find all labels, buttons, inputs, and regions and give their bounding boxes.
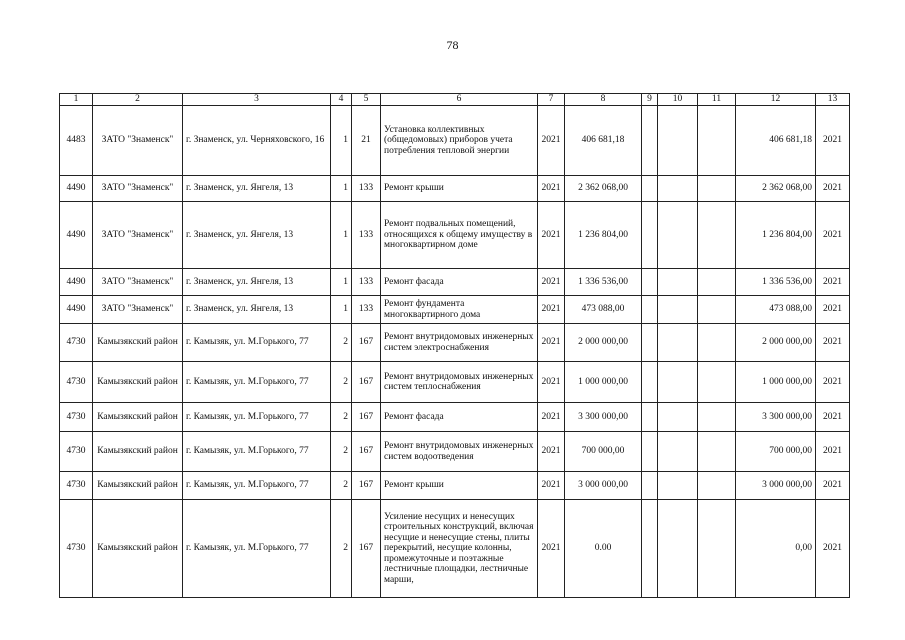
column-5-cell: 167 <box>352 403 381 432</box>
column-9-cell <box>642 269 658 296</box>
column-11-cell <box>698 202 736 269</box>
capital-repair-table <box>59 93 850 598</box>
year-cell: 2021 <box>538 269 565 296</box>
work-type-cell: Ремонт внутридомовых инженерных систем теплоснабжения <box>381 362 538 403</box>
work-type-cell: Установка коллективных (общедомовых) приборов учета потребления тепловой энергии <box>381 106 538 176</box>
table-row <box>60 296 850 324</box>
column-4-cell: 1 <box>331 269 352 296</box>
municipality-cell: Камызякский район <box>93 472 183 500</box>
column-header: 5 <box>352 94 381 106</box>
column-10-cell <box>658 106 698 176</box>
work-type-text: Усиление несущих и ненесущих строительных конструкций, включая несущие и ненесущие стены, плиты перекрытий, несущие колонны, промежуточные и поэтажные лестничные площадки, лестничные марши, <box>384 511 534 585</box>
column-10-cell <box>658 324 698 362</box>
year-cell: 2021 <box>538 362 565 403</box>
record-number-cell: 4490 <box>60 296 93 324</box>
column-5-cell: 167 <box>352 362 381 403</box>
municipality-cell: Камызякский район <box>93 403 183 432</box>
cost-cell: 2 000 000,00 <box>565 324 642 362</box>
work-type-cell: Ремонт крыши <box>381 472 538 500</box>
address-cell: г. Камызяк, ул. М.Горького, 77 <box>183 324 331 362</box>
work-type-cell: Ремонт внутридомовых инженерных систем электроснабжения <box>381 324 538 362</box>
year-cell: 2021 <box>538 403 565 432</box>
column-header: 4 <box>331 94 352 106</box>
completion-year-cell: 2021 <box>816 176 850 202</box>
table-row <box>60 176 850 202</box>
column-10-cell <box>658 432 698 472</box>
column-11-cell <box>698 472 736 500</box>
column-4-cell: 2 <box>331 472 352 500</box>
column-10-cell <box>658 403 698 432</box>
work-type-cell: Ремонт фасада <box>381 403 538 432</box>
completion-year-cell: 2021 <box>816 403 850 432</box>
cost-cell: 406 681,18 <box>565 106 642 176</box>
completion-year-cell: 2021 <box>816 362 850 403</box>
column-11-cell <box>698 362 736 403</box>
table-row <box>60 472 850 500</box>
table-row <box>60 432 850 472</box>
column-number-row <box>60 94 850 106</box>
table-row <box>60 403 850 432</box>
column-4-cell: 1 <box>331 106 352 176</box>
work-type-cell: Ремонт подвальных помещений, относящихся к общему имуществу в многоквартирном доме <box>381 202 538 269</box>
address-cell: г. Камызяк, ул. М.Горького, 77 <box>183 432 331 472</box>
column-5-cell: 133 <box>352 202 381 269</box>
total-cost-cell: 2 000 000,00 <box>736 324 816 362</box>
page-number: 78 <box>446 38 459 52</box>
address-cell: г. Камызяк, ул. М.Горького, 77 <box>183 500 331 598</box>
year-cell: 2021 <box>538 106 565 176</box>
municipality-cell: ЗАТО "Знаменск" <box>93 269 183 296</box>
municipality-cell: Камызякский район <box>93 432 183 472</box>
cost-cell: 3 000 000,00 <box>565 472 642 500</box>
completion-year-cell: 2021 <box>816 202 850 269</box>
table-row <box>60 106 850 176</box>
column-5-cell: 167 <box>352 324 381 362</box>
year-cell: 2021 <box>538 296 565 324</box>
completion-year-cell: 2021 <box>816 472 850 500</box>
column-header: 10 <box>658 94 698 106</box>
total-cost-cell: 1 236 804,00 <box>736 202 816 269</box>
column-header: 9 <box>642 94 658 106</box>
column-10-cell <box>658 472 698 500</box>
column-9-cell <box>642 202 658 269</box>
column-10-cell <box>658 202 698 269</box>
column-9-cell <box>642 472 658 500</box>
work-type-cell: Ремонт внутридомовых инженерных систем водоотведения <box>381 432 538 472</box>
column-4-cell: 1 <box>331 296 352 324</box>
column-header: 7 <box>538 94 565 106</box>
column-4-cell: 1 <box>331 176 352 202</box>
cost-cell: 1 336 536,00 <box>565 269 642 296</box>
completion-year-cell: 2021 <box>816 106 850 176</box>
municipality-cell: Камызякский район <box>93 500 183 598</box>
column-header: 2 <box>93 94 183 106</box>
table-row <box>60 500 850 598</box>
municipality-cell: ЗАТО "Знаменск" <box>93 106 183 176</box>
column-header: 12 <box>736 94 816 106</box>
column-9-cell <box>642 106 658 176</box>
table-row <box>60 362 850 403</box>
table-row <box>60 324 850 362</box>
column-header: 3 <box>183 94 331 106</box>
completion-year-cell: 2021 <box>816 324 850 362</box>
column-9-cell <box>642 403 658 432</box>
record-number-cell: 4730 <box>60 362 93 403</box>
municipality-cell: Камызякский район <box>93 362 183 403</box>
cost-cell: 3 300 000,00 <box>565 403 642 432</box>
column-4-cell: 1 <box>331 202 352 269</box>
column-11-cell <box>698 403 736 432</box>
table-row <box>60 202 850 269</box>
work-type-cell: Ремонт крыши <box>381 176 538 202</box>
address-cell: г. Знаменск, ул. Янгеля, 13 <box>183 296 331 324</box>
record-number-cell: 4730 <box>60 324 93 362</box>
column-5-cell: 167 <box>352 500 381 598</box>
municipality-cell: ЗАТО "Знаменск" <box>93 176 183 202</box>
municipality-cell: ЗАТО "Знаменск" <box>93 202 183 269</box>
column-9-cell <box>642 432 658 472</box>
column-9-cell <box>642 324 658 362</box>
record-number-cell: 4730 <box>60 432 93 472</box>
column-4-cell: 2 <box>331 324 352 362</box>
total-cost-cell: 1 336 536,00 <box>736 269 816 296</box>
address-cell: г. Камызяк, ул. М.Горького, 77 <box>183 472 331 500</box>
column-10-cell <box>658 362 698 403</box>
cost-cell: 700 000,00 <box>565 432 642 472</box>
column-11-cell <box>698 106 736 176</box>
total-cost-cell: 3 000 000,00 <box>736 472 816 500</box>
column-5-cell: 167 <box>352 472 381 500</box>
column-header: 11 <box>698 94 736 106</box>
column-11-cell <box>698 176 736 202</box>
column-5-cell: 21 <box>352 106 381 176</box>
municipality-cell: Камызякский район <box>93 324 183 362</box>
column-11-cell <box>698 500 736 598</box>
cost-cell: 473 088,00 <box>565 296 642 324</box>
total-cost-cell: 0,00 <box>736 500 816 598</box>
total-cost-cell: 406 681,18 <box>736 106 816 176</box>
column-10-cell <box>658 296 698 324</box>
column-9-cell <box>642 176 658 202</box>
column-11-cell <box>698 432 736 472</box>
year-cell: 2021 <box>538 202 565 269</box>
record-number-cell: 4483 <box>60 106 93 176</box>
column-header: 1 <box>60 94 93 106</box>
column-10-cell <box>658 176 698 202</box>
column-9-cell <box>642 500 658 598</box>
year-cell: 2021 <box>538 472 565 500</box>
address-cell: г. Знаменск, ул. Черняховского, 16 <box>183 106 331 176</box>
column-11-cell <box>698 296 736 324</box>
column-header: 6 <box>381 94 538 106</box>
total-cost-cell: 473 088,00 <box>736 296 816 324</box>
column-11-cell <box>698 324 736 362</box>
column-10-cell <box>658 269 698 296</box>
record-number-cell: 4730 <box>60 403 93 432</box>
column-9-cell <box>642 362 658 403</box>
column-4-cell: 2 <box>331 432 352 472</box>
column-4-cell: 2 <box>331 403 352 432</box>
column-5-cell: 133 <box>352 176 381 202</box>
completion-year-cell: 2021 <box>816 432 850 472</box>
municipality-cell: ЗАТО "Знаменск" <box>93 296 183 324</box>
year-cell: 2021 <box>538 432 565 472</box>
completion-year-cell: 2021 <box>816 269 850 296</box>
column-4-cell: 2 <box>331 362 352 403</box>
address-cell: г. Знаменск, ул. Янгеля, 13 <box>183 176 331 202</box>
year-cell: 2021 <box>538 324 565 362</box>
cost-cell: 1 236 804,00 <box>565 202 642 269</box>
total-cost-cell: 2 362 068,00 <box>736 176 816 202</box>
record-number-cell: 4490 <box>60 176 93 202</box>
column-4-cell: 2 <box>331 500 352 598</box>
total-cost-cell: 1 000 000,00 <box>736 362 816 403</box>
address-cell: г. Знаменск, ул. Янгеля, 13 <box>183 202 331 269</box>
address-cell: г. Камызяк, ул. М.Горького, 77 <box>183 362 331 403</box>
column-10-cell <box>658 500 698 598</box>
total-cost-cell: 3 300 000,00 <box>736 403 816 432</box>
record-number-cell: 4730 <box>60 472 93 500</box>
work-type-cell: Ремонт фасада <box>381 269 538 296</box>
record-number-cell: 4490 <box>60 269 93 296</box>
address-cell: г. Знаменск, ул. Янгеля, 13 <box>183 269 331 296</box>
cost-cell: 2 362 068,00 <box>565 176 642 202</box>
column-5-cell: 133 <box>352 269 381 296</box>
year-cell: 2021 <box>538 176 565 202</box>
table-row <box>60 269 850 296</box>
column-5-cell: 133 <box>352 296 381 324</box>
year-cell: 2021 <box>538 500 565 598</box>
cost-cell: 0.00 <box>565 500 642 598</box>
record-number-cell: 4490 <box>60 202 93 269</box>
column-11-cell <box>698 269 736 296</box>
column-5-cell: 167 <box>352 432 381 472</box>
record-number-cell: 4730 <box>60 500 93 598</box>
work-type-cell: Ремонт фундамента многоквартирного дома <box>381 296 538 324</box>
column-9-cell <box>642 296 658 324</box>
column-header: 13 <box>816 94 850 106</box>
work-type-cell <box>381 500 538 598</box>
completion-year-cell: 2021 <box>816 500 850 598</box>
completion-year-cell: 2021 <box>816 296 850 324</box>
cost-cell: 1 000 000,00 <box>565 362 642 403</box>
column-header: 8 <box>565 94 642 106</box>
address-cell: г. Камызяк, ул. М.Горького, 77 <box>183 403 331 432</box>
total-cost-cell: 700 000,00 <box>736 432 816 472</box>
